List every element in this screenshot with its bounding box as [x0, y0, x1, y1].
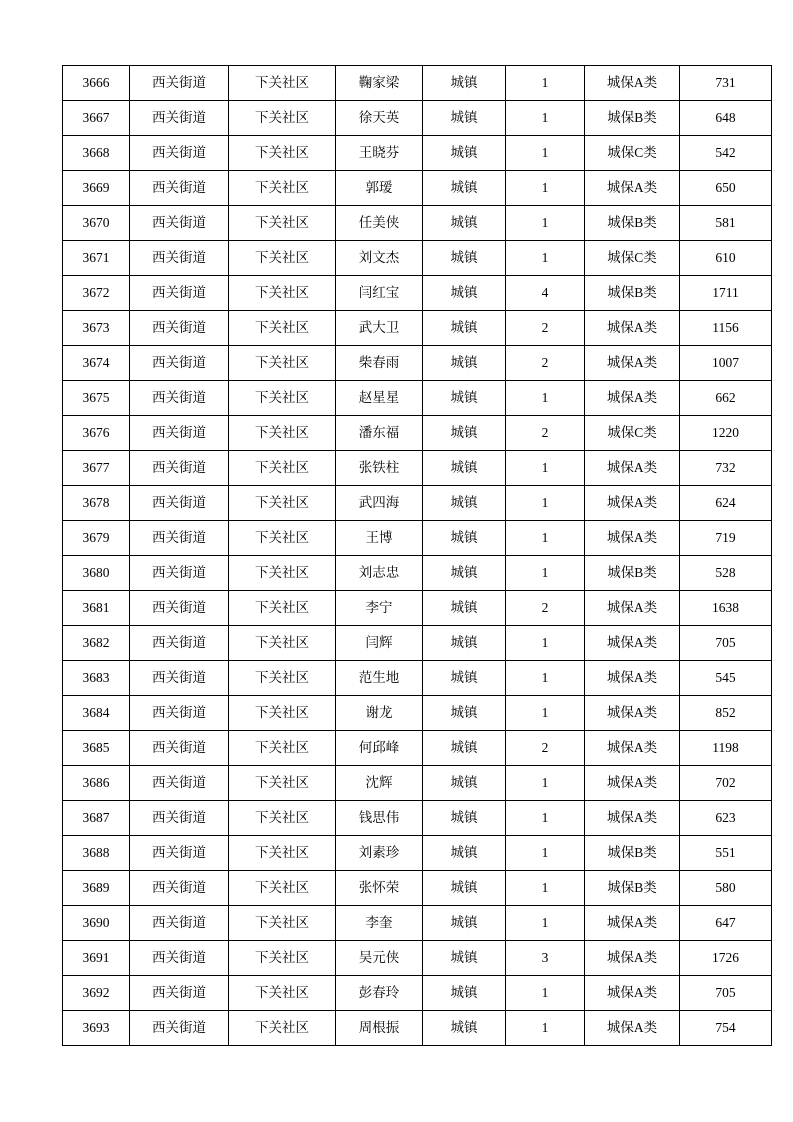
cell-community: 下关社区	[229, 626, 336, 661]
cell-type: 城镇	[423, 591, 506, 626]
cell-type: 城镇	[423, 206, 506, 241]
table-row	[63, 906, 772, 941]
cell-community: 下关社区	[229, 451, 336, 486]
cell-id: 3690	[63, 906, 130, 941]
cell-street: 西关街道	[130, 556, 229, 591]
cell-community: 下关社区	[229, 311, 336, 346]
table-row	[63, 871, 772, 906]
cell-type: 城镇	[423, 766, 506, 801]
cell-amount: 1220	[680, 416, 772, 451]
cell-community: 下关社区	[229, 661, 336, 696]
cell-count: 2	[506, 311, 585, 346]
table-row	[63, 206, 772, 241]
cell-category: 城保A类	[585, 66, 680, 101]
cell-name: 潘东福	[336, 416, 423, 451]
cell-id: 3680	[63, 556, 130, 591]
cell-type: 城镇	[423, 451, 506, 486]
cell-count: 1	[506, 486, 585, 521]
cell-category: 城保C类	[585, 416, 680, 451]
table-row	[63, 801, 772, 836]
cell-amount: 623	[680, 801, 772, 836]
cell-type: 城镇	[423, 836, 506, 871]
cell-type: 城镇	[423, 101, 506, 136]
cell-name: 吴元侠	[336, 941, 423, 976]
cell-name: 谢龙	[336, 696, 423, 731]
cell-name: 李宁	[336, 591, 423, 626]
cell-community: 下关社区	[229, 66, 336, 101]
cell-name: 闫辉	[336, 626, 423, 661]
cell-category: 城保A类	[585, 731, 680, 766]
cell-count: 1	[506, 766, 585, 801]
table-row	[63, 66, 772, 101]
cell-name: 刘文杰	[336, 241, 423, 276]
cell-name: 武四海	[336, 486, 423, 521]
cell-community: 下关社区	[229, 871, 336, 906]
cell-name: 闫红宝	[336, 276, 423, 311]
cell-id: 3689	[63, 871, 130, 906]
cell-count: 2	[506, 731, 585, 766]
cell-type: 城镇	[423, 171, 506, 206]
cell-street: 西关街道	[130, 311, 229, 346]
cell-street: 西关街道	[130, 101, 229, 136]
cell-id: 3677	[63, 451, 130, 486]
cell-category: 城保A类	[585, 906, 680, 941]
cell-category: 城保B类	[585, 836, 680, 871]
cell-community: 下关社区	[229, 801, 336, 836]
cell-count: 1	[506, 836, 585, 871]
cell-type: 城镇	[423, 626, 506, 661]
cell-amount: 1198	[680, 731, 772, 766]
table-row	[63, 941, 772, 976]
cell-category: 城保A类	[585, 381, 680, 416]
cell-amount: 542	[680, 136, 772, 171]
cell-name: 张铁柱	[336, 451, 423, 486]
table-row	[63, 136, 772, 171]
table-body	[63, 66, 772, 1046]
cell-amount: 1711	[680, 276, 772, 311]
cell-count: 1	[506, 171, 585, 206]
cell-id: 3685	[63, 731, 130, 766]
cell-amount: 1156	[680, 311, 772, 346]
cell-id: 3678	[63, 486, 130, 521]
cell-street: 西关街道	[130, 591, 229, 626]
cell-category: 城保A类	[585, 941, 680, 976]
cell-type: 城镇	[423, 66, 506, 101]
cell-name: 鞠家梁	[336, 66, 423, 101]
table-row	[63, 486, 772, 521]
cell-amount: 545	[680, 661, 772, 696]
table-row	[63, 276, 772, 311]
cell-category: 城保A类	[585, 696, 680, 731]
table-row	[63, 311, 772, 346]
cell-community: 下关社区	[229, 171, 336, 206]
cell-count: 1	[506, 521, 585, 556]
cell-street: 西关街道	[130, 766, 229, 801]
cell-category: 城保A类	[585, 311, 680, 346]
cell-amount: 610	[680, 241, 772, 276]
table-row	[63, 661, 772, 696]
cell-id: 3668	[63, 136, 130, 171]
cell-category: 城保A类	[585, 766, 680, 801]
cell-community: 下关社区	[229, 101, 336, 136]
cell-amount: 852	[680, 696, 772, 731]
cell-amount: 719	[680, 521, 772, 556]
cell-count: 1	[506, 451, 585, 486]
table-row	[63, 976, 772, 1011]
cell-amount: 648	[680, 101, 772, 136]
cell-id: 3691	[63, 941, 130, 976]
cell-category: 城保A类	[585, 591, 680, 626]
cell-community: 下关社区	[229, 416, 336, 451]
cell-count: 3	[506, 941, 585, 976]
cell-street: 西关街道	[130, 381, 229, 416]
cell-count: 1	[506, 241, 585, 276]
cell-name: 何邱峰	[336, 731, 423, 766]
cell-community: 下关社区	[229, 1011, 336, 1046]
cell-category: 城保A类	[585, 486, 680, 521]
cell-name: 钱思伟	[336, 801, 423, 836]
cell-count: 1	[506, 661, 585, 696]
cell-street: 西关街道	[130, 906, 229, 941]
cell-type: 城镇	[423, 381, 506, 416]
cell-count: 2	[506, 416, 585, 451]
cell-type: 城镇	[423, 906, 506, 941]
cell-category: 城保A类	[585, 451, 680, 486]
cell-type: 城镇	[423, 556, 506, 591]
cell-amount: 647	[680, 906, 772, 941]
cell-count: 1	[506, 976, 585, 1011]
cell-category: 城保A类	[585, 801, 680, 836]
cell-id: 3686	[63, 766, 130, 801]
cell-id: 3676	[63, 416, 130, 451]
cell-name: 武大卫	[336, 311, 423, 346]
cell-amount: 580	[680, 871, 772, 906]
cell-community: 下关社区	[229, 696, 336, 731]
table-row	[63, 836, 772, 871]
cell-id: 3674	[63, 346, 130, 381]
cell-street: 西关街道	[130, 276, 229, 311]
cell-amount: 1007	[680, 346, 772, 381]
cell-street: 西关街道	[130, 941, 229, 976]
cell-community: 下关社区	[229, 486, 336, 521]
cell-count: 1	[506, 801, 585, 836]
cell-amount: 732	[680, 451, 772, 486]
cell-street: 西关街道	[130, 241, 229, 276]
table-row	[63, 381, 772, 416]
cell-community: 下关社区	[229, 906, 336, 941]
cell-community: 下关社区	[229, 241, 336, 276]
cell-count: 1	[506, 101, 585, 136]
cell-type: 城镇	[423, 941, 506, 976]
cell-community: 下关社区	[229, 591, 336, 626]
cell-id: 3688	[63, 836, 130, 871]
cell-name: 李奎	[336, 906, 423, 941]
cell-amount: 1638	[680, 591, 772, 626]
cell-id: 3672	[63, 276, 130, 311]
cell-category: 城保B类	[585, 556, 680, 591]
cell-name: 王博	[336, 521, 423, 556]
cell-name: 张怀荣	[336, 871, 423, 906]
cell-community: 下关社区	[229, 556, 336, 591]
cell-count: 1	[506, 1011, 585, 1046]
cell-street: 西关街道	[130, 836, 229, 871]
cell-count: 1	[506, 696, 585, 731]
cell-street: 西关街道	[130, 976, 229, 1011]
cell-id: 3675	[63, 381, 130, 416]
cell-id: 3687	[63, 801, 130, 836]
cell-type: 城镇	[423, 801, 506, 836]
cell-id: 3669	[63, 171, 130, 206]
cell-amount: 705	[680, 976, 772, 1011]
cell-id: 3681	[63, 591, 130, 626]
cell-category: 城保A类	[585, 661, 680, 696]
cell-count: 4	[506, 276, 585, 311]
cell-type: 城镇	[423, 276, 506, 311]
cell-street: 西关街道	[130, 731, 229, 766]
cell-community: 下关社区	[229, 976, 336, 1011]
cell-amount: 705	[680, 626, 772, 661]
cell-street: 西关街道	[130, 486, 229, 521]
cell-category: 城保A类	[585, 1011, 680, 1046]
cell-id: 3679	[63, 521, 130, 556]
cell-category: 城保C类	[585, 136, 680, 171]
cell-category: 城保B类	[585, 871, 680, 906]
cell-category: 城保A类	[585, 626, 680, 661]
cell-count: 1	[506, 381, 585, 416]
table-row	[63, 346, 772, 381]
cell-id: 3673	[63, 311, 130, 346]
cell-community: 下关社区	[229, 766, 336, 801]
table-row	[63, 451, 772, 486]
cell-id: 3667	[63, 101, 130, 136]
table-row	[63, 416, 772, 451]
table-row	[63, 766, 772, 801]
cell-street: 西关街道	[130, 416, 229, 451]
cell-type: 城镇	[423, 731, 506, 766]
cell-name: 柴春雨	[336, 346, 423, 381]
cell-street: 西关街道	[130, 626, 229, 661]
cell-amount: 551	[680, 836, 772, 871]
cell-id: 3683	[63, 661, 130, 696]
cell-street: 西关街道	[130, 451, 229, 486]
cell-count: 1	[506, 626, 585, 661]
cell-name: 王晓芬	[336, 136, 423, 171]
cell-type: 城镇	[423, 1011, 506, 1046]
cell-amount: 731	[680, 66, 772, 101]
cell-count: 2	[506, 591, 585, 626]
cell-category: 城保C类	[585, 241, 680, 276]
cell-community: 下关社区	[229, 521, 336, 556]
cell-amount: 662	[680, 381, 772, 416]
cell-street: 西关街道	[130, 136, 229, 171]
cell-id: 3693	[63, 1011, 130, 1046]
table-row	[63, 101, 772, 136]
cell-name: 郭瑷	[336, 171, 423, 206]
cell-amount: 528	[680, 556, 772, 591]
cell-category: 城保A类	[585, 976, 680, 1011]
cell-id: 3671	[63, 241, 130, 276]
cell-street: 西关街道	[130, 206, 229, 241]
cell-street: 西关街道	[130, 521, 229, 556]
cell-count: 1	[506, 206, 585, 241]
table-row	[63, 241, 772, 276]
cell-name: 徐天英	[336, 101, 423, 136]
cell-amount: 650	[680, 171, 772, 206]
cell-community: 下关社区	[229, 381, 336, 416]
cell-category: 城保B类	[585, 276, 680, 311]
cell-community: 下关社区	[229, 346, 336, 381]
cell-community: 下关社区	[229, 136, 336, 171]
table-row	[63, 556, 772, 591]
cell-type: 城镇	[423, 521, 506, 556]
cell-street: 西关街道	[130, 696, 229, 731]
cell-id: 3670	[63, 206, 130, 241]
cell-type: 城镇	[423, 136, 506, 171]
cell-amount: 624	[680, 486, 772, 521]
cell-id: 3692	[63, 976, 130, 1011]
cell-name: 刘素珍	[336, 836, 423, 871]
cell-community: 下关社区	[229, 941, 336, 976]
cell-id: 3682	[63, 626, 130, 661]
cell-community: 下关社区	[229, 836, 336, 871]
cell-type: 城镇	[423, 661, 506, 696]
cell-name: 彭春玲	[336, 976, 423, 1011]
cell-count: 2	[506, 346, 585, 381]
cell-street: 西关街道	[130, 801, 229, 836]
table-row	[63, 731, 772, 766]
cell-community: 下关社区	[229, 731, 336, 766]
cell-count: 1	[506, 906, 585, 941]
cell-count: 1	[506, 556, 585, 591]
cell-amount: 581	[680, 206, 772, 241]
cell-community: 下关社区	[229, 206, 336, 241]
cell-street: 西关街道	[130, 171, 229, 206]
cell-type: 城镇	[423, 311, 506, 346]
cell-type: 城镇	[423, 976, 506, 1011]
cell-count: 1	[506, 871, 585, 906]
cell-type: 城镇	[423, 486, 506, 521]
table-row	[63, 626, 772, 661]
cell-amount: 1726	[680, 941, 772, 976]
cell-street: 西关街道	[130, 661, 229, 696]
cell-name: 刘志忠	[336, 556, 423, 591]
cell-type: 城镇	[423, 416, 506, 451]
table-row	[63, 1011, 772, 1046]
cell-category: 城保A类	[585, 171, 680, 206]
table-row	[63, 696, 772, 731]
table-row	[63, 521, 772, 556]
cell-category: 城保A类	[585, 346, 680, 381]
cell-street: 西关街道	[130, 1011, 229, 1046]
cell-category: 城保B类	[585, 101, 680, 136]
cell-count: 1	[506, 136, 585, 171]
cell-name: 范生地	[336, 661, 423, 696]
table-row	[63, 591, 772, 626]
cell-category: 城保B类	[585, 206, 680, 241]
cell-street: 西关街道	[130, 346, 229, 381]
records-table	[62, 65, 772, 1046]
cell-name: 赵星星	[336, 381, 423, 416]
cell-name: 任美侠	[336, 206, 423, 241]
cell-street: 西关街道	[130, 871, 229, 906]
cell-community: 下关社区	[229, 276, 336, 311]
table-row	[63, 171, 772, 206]
cell-category: 城保A类	[585, 521, 680, 556]
cell-count: 1	[506, 66, 585, 101]
cell-street: 西关街道	[130, 66, 229, 101]
cell-type: 城镇	[423, 241, 506, 276]
cell-type: 城镇	[423, 696, 506, 731]
cell-id: 3666	[63, 66, 130, 101]
cell-type: 城镇	[423, 871, 506, 906]
cell-name: 周根振	[336, 1011, 423, 1046]
cell-name: 沈辉	[336, 766, 423, 801]
cell-amount: 702	[680, 766, 772, 801]
cell-amount: 754	[680, 1011, 772, 1046]
cell-type: 城镇	[423, 346, 506, 381]
cell-id: 3684	[63, 696, 130, 731]
